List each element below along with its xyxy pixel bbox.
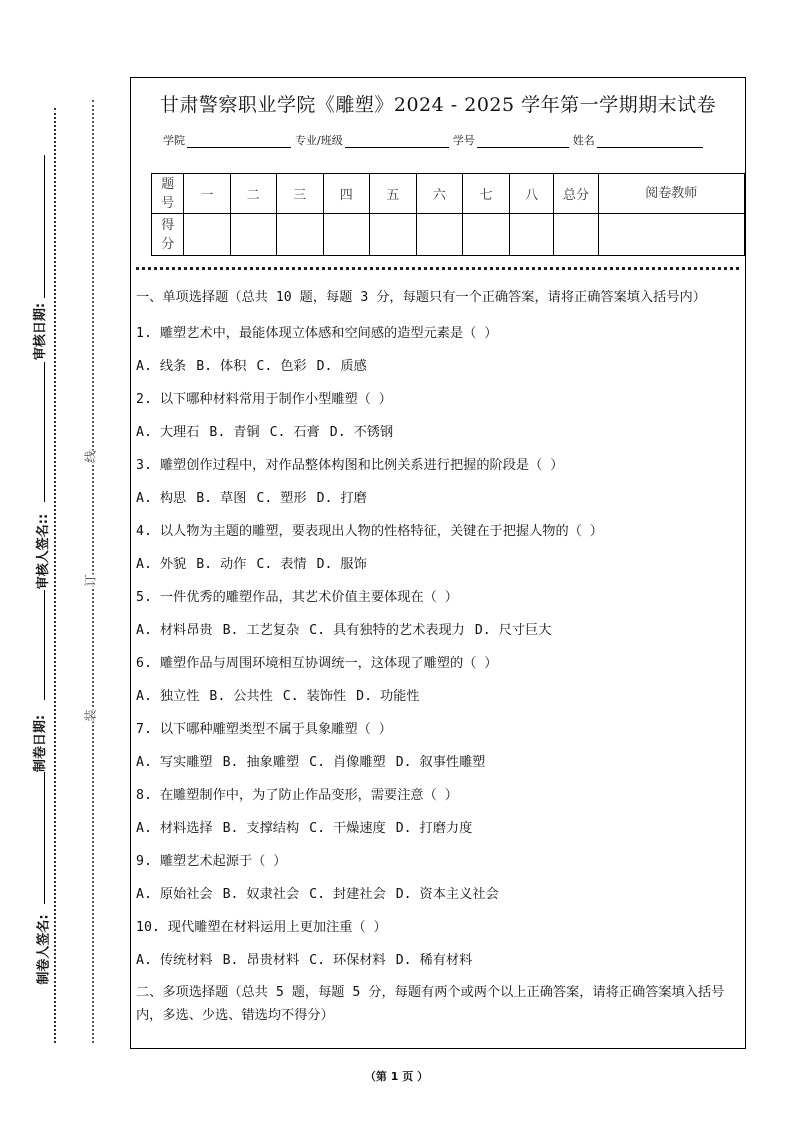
question-options [136,812,740,845]
score-table [151,173,745,256]
cut-mark-bind: 订 [83,574,98,587]
score-cell[interactable] [416,214,462,256]
name-field[interactable] [597,135,703,148]
option: B. 昂贵材料 [222,953,300,968]
option: D. 不锈钢 [329,425,394,440]
col-header: 二 [230,174,276,214]
binding-dotted-line-outer [92,100,94,1043]
option: D. 服饰 [316,557,367,572]
col-header: 一 [184,174,230,214]
question-stem: 9. 雕塑艺术起源于（ ） [136,854,287,869]
question-options [136,746,740,779]
question-stem: 1. 雕塑艺术中，最能体现立体感和空间感的造型元素是（ ） [136,326,498,341]
cut-mark-install: 装 [83,709,98,722]
score-cell[interactable] [323,214,369,256]
score-table-header-row [152,174,745,214]
option: D. 稀有材料 [395,953,473,968]
option: B. 工艺复杂 [222,623,300,638]
major-class-label: 专业/班级 [295,134,343,147]
col-header: 四 [323,174,369,214]
col-header: 五 [369,174,416,214]
option: D. 资本主义社会 [395,887,499,902]
question-options [136,878,740,911]
binding-dotted-line-inner [54,108,56,1043]
exam-content [136,286,740,1035]
page-number: （第 1 页 ） [364,1070,429,1083]
name-label: 姓名 [572,134,595,147]
college-label: 学院 [163,134,185,147]
col-header: 七 [462,174,509,214]
exam-frame [130,77,746,1049]
option: C. 封建社会 [309,887,386,902]
option: D. 尺寸巨大 [474,623,552,638]
question-stem: 3. 雕塑创作过程中，对作品整体构图和比例关系进行把握的阶段是（ ） [136,458,564,473]
student-id-label: 学号 [452,134,475,147]
option: A. 传统材料 [136,953,213,968]
preparer-signature-line [44,772,45,904]
option: A. 独立性 [136,689,200,704]
dotted-separator [136,267,739,270]
option: A. 外貌 [136,557,187,572]
option: B. 抽象雕塑 [222,755,300,770]
reviewer-signature-label: 审核人签名:: [36,513,52,590]
question-options [136,416,740,449]
question-stem: 8. 在雕塑制作中，为了防止作品变形，需要注意（ ） [136,788,458,803]
prep-date-line [44,590,45,700]
option: A. 线条 [136,359,187,374]
score-table-score-row [152,214,745,256]
score-cell[interactable] [554,214,598,256]
score-cell[interactable] [369,214,416,256]
score-cell[interactable] [509,214,553,256]
option: C. 表情 [256,557,307,572]
college-field[interactable] [187,135,291,148]
question-stem: 7. 以下哪种雕塑类型不属于具象雕塑（ ） [136,722,392,737]
option: A. 构思 [136,491,187,506]
question-stem: 2. 以下哪种材料常用于制作小型雕塑（ ） [136,392,392,407]
student-id-field[interactable] [477,135,569,148]
review-date-label: 审核日期: [33,302,49,361]
score-cell[interactable] [230,214,276,256]
question-options [136,482,740,515]
reviewer-signature-line [44,362,45,502]
option: D. 打磨 [316,491,367,506]
option: D. 质感 [316,359,367,374]
option: A. 大理石 [136,425,200,440]
question-options [136,614,740,647]
score-cell[interactable] [184,214,230,256]
option: C. 装饰性 [282,689,347,704]
preparer-signature-label: 制卷人签名: [36,914,52,985]
section1-heading: 一、单项选择题（总共 10 题，每题 3 分，每题只有一个正确答案，请将正确答案填入括号内） [136,290,706,305]
option: B. 动作 [196,557,247,572]
score-row-header: 得分 [152,214,184,256]
option: A. 材料选择 [136,821,213,836]
score-cell[interactable] [462,214,509,256]
option: D. 打磨力度 [395,821,473,836]
option: D. 功能性 [356,689,420,704]
option: B. 体积 [196,359,247,374]
cut-mark-line: 线 [83,450,98,463]
question-options [136,680,740,713]
option: C. 石膏 [269,425,320,440]
question-stem: 4. 以人物为主题的雕塑，要表现出人物的性格特征，关键在于把握人物的（ ） [136,524,603,539]
option: C. 色彩 [256,359,307,374]
col-header: 八 [509,174,553,214]
question-stem: 5. 一件优秀的雕塑作品，其艺术价值主要体现在（ ） [136,590,458,605]
option: C. 肖像雕塑 [309,755,386,770]
option: A. 材料昂贵 [136,623,213,638]
col-header-grader: 阅卷教师 [598,174,744,214]
option: C. 环保材料 [309,953,386,968]
question-options [136,944,740,977]
option: C. 具有独特的艺术表现力 [309,623,465,638]
col-header: 六 [416,174,462,214]
col-header: 三 [276,174,323,214]
col-header: 总分 [554,174,598,214]
option: B. 公共性 [209,689,273,704]
student-info-row [163,132,707,148]
question-options [136,548,740,581]
option: B. 草图 [196,491,247,506]
question-number-header: 题号 [152,174,184,214]
score-cell[interactable] [276,214,323,256]
review-date-line [44,155,45,298]
option: A. 原始社会 [136,887,213,902]
prep-date-label: 制卷日期: [33,714,49,773]
question-options [136,350,740,383]
score-cell[interactable] [598,214,744,256]
question-stem: 6. 雕塑作品与周围环境相互协调统一，这体现了雕塑的（ ） [136,656,498,671]
section2-heading: 二、多项选择题（总共 5 题，每题 5 分，每题有两个或两个以上正确答案，请将正确答案填入括号内，多选、少选、错选均不得分） [136,985,725,1023]
major-class-field[interactable] [345,135,449,148]
question-stem: 10. 现代雕塑在材料运用上更加注重（ ） [136,920,387,935]
option: B. 奴隶社会 [222,887,300,902]
option: D. 叙事性雕塑 [395,755,486,770]
option: B. 青铜 [209,425,260,440]
option: A. 写实雕塑 [136,755,213,770]
option: C. 塑形 [256,491,307,506]
option: C. 干燥速度 [309,821,386,836]
option: B. 支撑结构 [222,821,300,836]
exam-title: 甘肃警察职业学院《雕塑》2024 - 2025 学年第一学期期末试卷 [159,94,717,116]
binding-margin [0,0,130,1122]
